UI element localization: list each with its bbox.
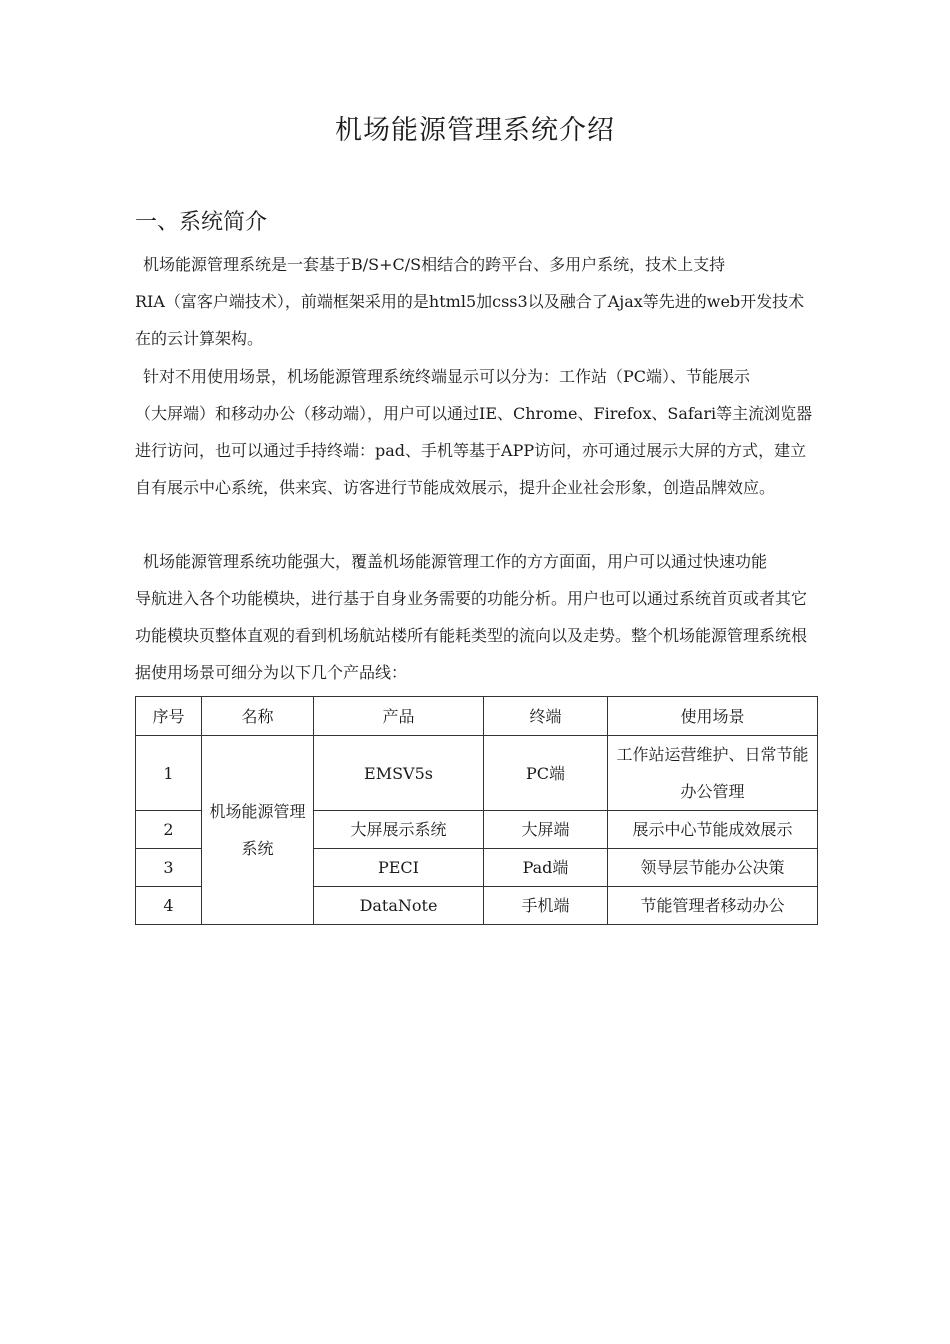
paragraph-text: RIA（富客户端技术），前端框架采用的是html5加css3以及融合了Ajax等先进的web开发技术在的云计算架构。 (135, 292, 805, 348)
table-cell: PC端 (484, 736, 608, 811)
section-heading: 一、系统简介 (135, 210, 268, 235)
table-header: 产品 (314, 697, 484, 736)
table-cell: DataNote (314, 887, 484, 925)
document-title: 机场能源管理系统介绍 (335, 115, 615, 146)
table-cell-merged-name: 机场能源管理系统 (202, 736, 314, 925)
table-row (136, 736, 818, 811)
table-cell: 大屏端 (484, 811, 608, 849)
paragraph-line: 针对不用使用场景，机场能源管理系统终端显示可以分为：工作站（PC端）、节能展示 (143, 367, 751, 386)
table-cell: EMSV5s (314, 736, 484, 811)
table-header: 使用场景 (608, 697, 818, 736)
paragraph-text: （大屏端）和移动办公（移动端），用户可以通过IE、Chrome、Firefox、Safari等主流浏览器进行访问，也可以通过手持终端：pad、手机等基于APP访问，亦可通过展示大屏的方式，建立自有展示中心系统，供来宾、访客进行节能成效展示，提升企业社会形象，创造品牌效应。 (135, 404, 813, 497)
table-cell: Pad端 (484, 849, 608, 887)
table-cell: 2 (136, 811, 202, 849)
table-cell: 大屏展示系统 (314, 811, 484, 849)
paragraph-intro (135, 246, 817, 357)
table-cell: 展示中心节能成效展示 (608, 811, 818, 849)
table-header: 名称 (202, 697, 314, 736)
table-cell: 手机端 (484, 887, 608, 925)
table-cell: 3 (136, 849, 202, 887)
table-cell: 节能管理者移动办公 (608, 887, 818, 925)
product-line-table (135, 696, 818, 925)
table-header-row (136, 697, 818, 736)
paragraph-line: 机场能源管理系统功能强大，覆盖机场能源管理工作的方方面面，用户可以通过快速功能 (143, 552, 768, 571)
table-header: 终端 (484, 697, 608, 736)
paragraph-line: 机场能源管理系统是一套基于B/S+C/S相结合的跨平台、多用户系统，技术上支持 (143, 255, 726, 274)
table-cell: PECI (314, 849, 484, 887)
table-cell: 4 (136, 887, 202, 925)
table-cell: 1 (136, 736, 202, 811)
paragraph-features (135, 543, 817, 691)
table-cell: 领导层节能办公决策 (608, 849, 818, 887)
paragraph-text: 导航进入各个功能模块，进行基于自身业务需要的功能分析。用户也可以通过系统首页或者其它功能模块页整体直观的看到机场航站楼所有能耗类型的流向以及走势。整个机场能源管理系统根据使用场景可细分为以下几个产品线： (135, 589, 808, 682)
table-cell: 工作站运营维护、日常节能办公管理 (608, 736, 818, 811)
paragraph-terminals (135, 358, 817, 506)
table-header: 序号 (136, 697, 202, 736)
